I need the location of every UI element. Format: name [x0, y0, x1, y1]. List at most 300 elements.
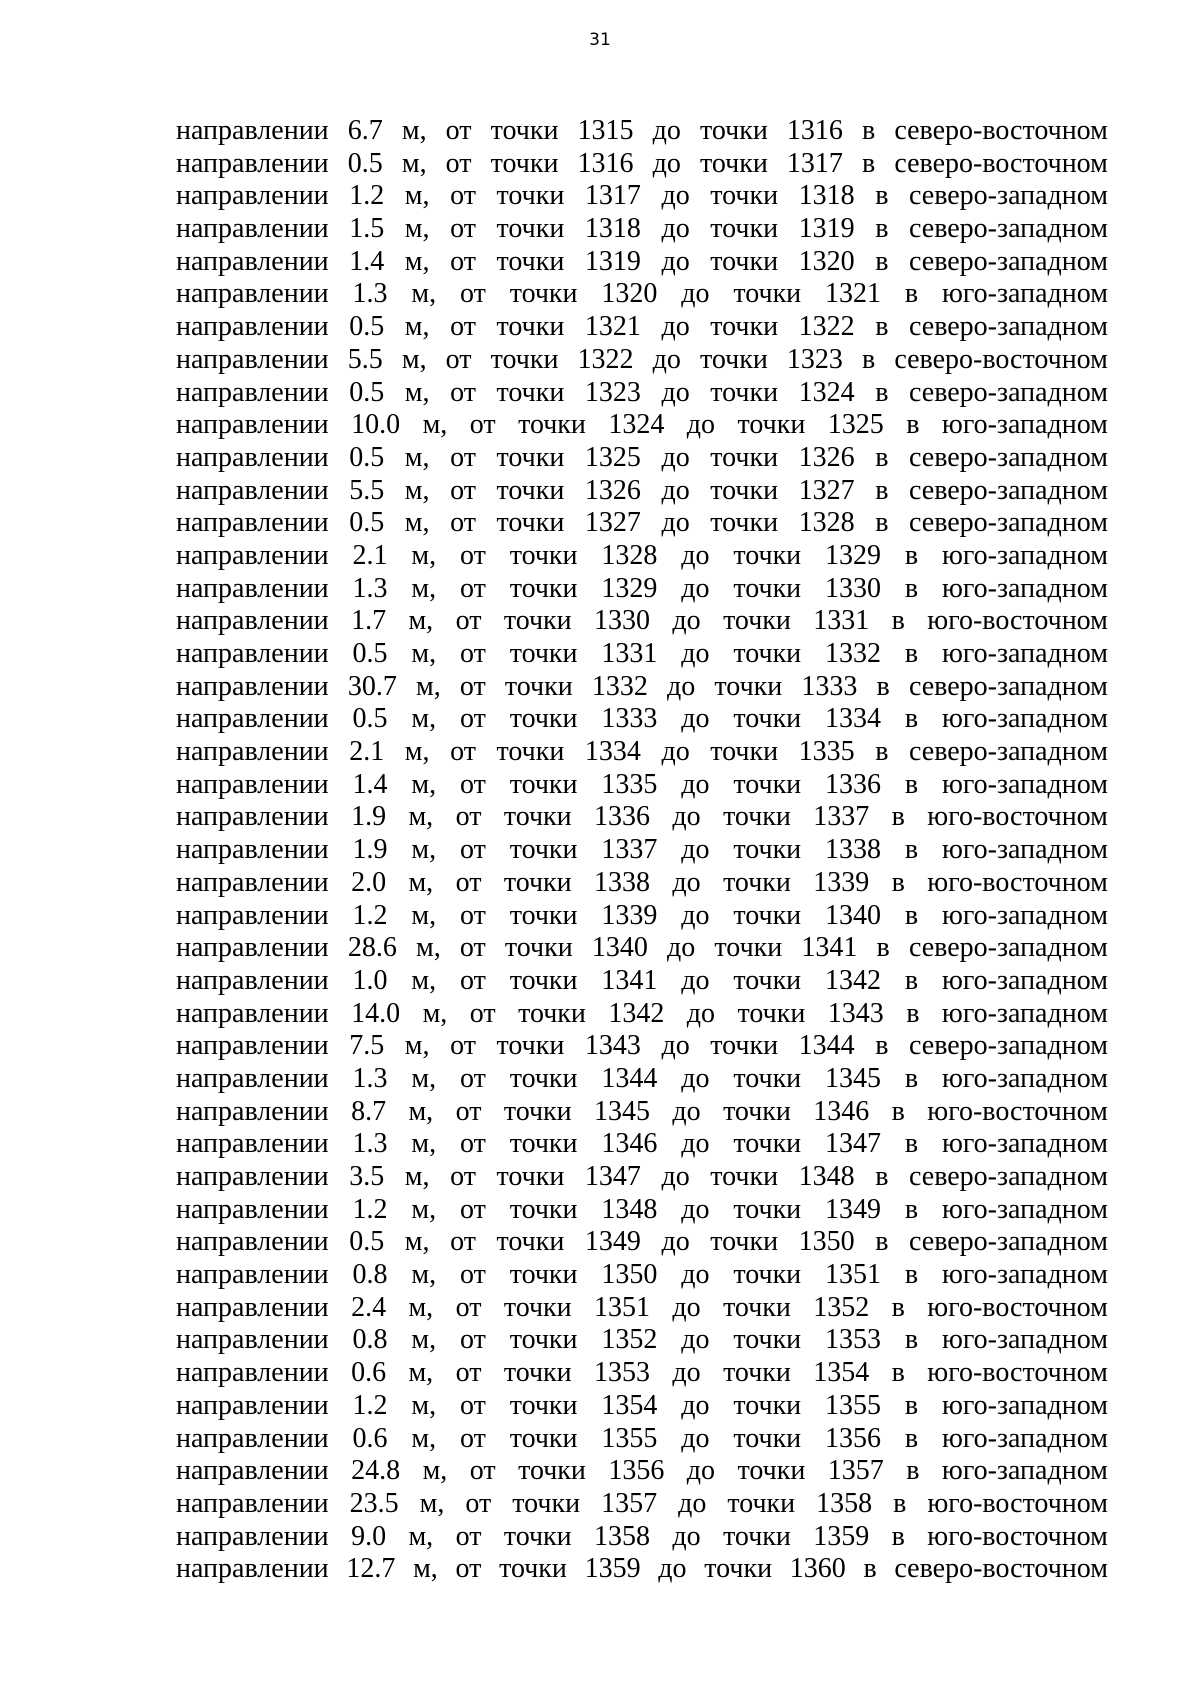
word: в [891, 1520, 905, 1552]
word: м, [422, 997, 448, 1029]
text-line [176, 540, 1108, 573]
word: точки [496, 376, 565, 408]
word: до [672, 1357, 701, 1389]
word: м, [404, 1161, 430, 1192]
word: 3.5 [349, 1161, 385, 1192]
word: 0.6 [351, 1357, 387, 1389]
word: точки [499, 1553, 567, 1585]
word: направлении [176, 1226, 329, 1258]
word: 1354 [601, 1389, 658, 1421]
word: в [893, 1487, 907, 1519]
word: точки [723, 605, 791, 637]
word: от [459, 572, 486, 604]
word: 1330 [594, 605, 651, 637]
word: от [459, 1062, 486, 1094]
word: м, [419, 1487, 445, 1519]
word: м, [401, 147, 427, 179]
text-line [176, 213, 1108, 246]
word: северо-восточном [894, 147, 1108, 179]
word: 1344 [601, 1062, 658, 1094]
word: 0.5 [349, 507, 385, 539]
word: направлении [176, 703, 329, 735]
word: 7.5 [349, 1030, 385, 1062]
word: 0.5 [352, 703, 388, 735]
word: 9.0 [351, 1520, 387, 1552]
text-line [176, 1030, 1108, 1063]
word: в [861, 343, 876, 375]
word: в [891, 801, 905, 833]
word: м, [404, 213, 430, 245]
word: точки [509, 834, 578, 866]
word: от [459, 1193, 486, 1225]
word: точки [710, 213, 779, 245]
word: от [455, 801, 482, 833]
word: м, [411, 539, 437, 571]
word: 1315 [577, 115, 634, 146]
word: 1327 [584, 507, 641, 539]
word: 1321 [825, 278, 882, 310]
word: м, [411, 1128, 437, 1160]
word: направлении [176, 409, 329, 441]
word: 5.5 [349, 474, 385, 506]
word: м, [422, 1455, 448, 1487]
word: точки [496, 507, 565, 539]
word: 1323 [786, 343, 843, 375]
word: точки [733, 539, 802, 571]
word: от [459, 1324, 486, 1356]
word: точки [496, 311, 565, 343]
text-line [176, 1259, 1108, 1292]
word: направлении [176, 180, 329, 212]
word: точки [490, 115, 559, 146]
word: в [904, 638, 919, 669]
text-line [176, 1292, 1108, 1325]
word: 1335 [601, 768, 658, 800]
word: точки [509, 278, 578, 310]
word: до [661, 245, 690, 277]
text-line [176, 573, 1108, 606]
word: до [686, 409, 716, 441]
word: точки [710, 474, 779, 506]
word: 1333 [801, 670, 858, 702]
word: точки [733, 572, 802, 604]
word: от [450, 507, 476, 539]
word: 1.2 [352, 1389, 388, 1421]
word: от [459, 278, 486, 310]
word: до [681, 1193, 710, 1225]
word: от [469, 409, 496, 441]
word: м, [404, 1030, 430, 1062]
word: 1328 [601, 539, 658, 571]
word: 1340 [591, 932, 648, 964]
word: точки [509, 1259, 578, 1291]
word: северо-западном [908, 932, 1108, 964]
text-line [176, 1390, 1108, 1423]
word: направлении [176, 474, 329, 506]
word: северо-восточном [894, 343, 1108, 375]
word: в [904, 1389, 919, 1421]
word: направлении [176, 1030, 329, 1062]
word: 1.7 [351, 605, 387, 637]
word: 1357 [827, 1455, 884, 1487]
word: 1332 [825, 638, 882, 669]
word: 1349 [825, 1193, 882, 1225]
text-line [176, 1521, 1108, 1554]
word: северо-восточном [894, 115, 1108, 146]
word: направлении [176, 441, 329, 473]
word: до [681, 964, 710, 996]
text-line [176, 409, 1108, 442]
word: направлении [176, 899, 329, 931]
text-line [176, 1324, 1108, 1357]
word: направлении [176, 376, 329, 408]
word: точки [518, 1455, 586, 1487]
word: до [661, 736, 690, 768]
word: юго-западном [941, 1389, 1108, 1421]
word: от [450, 1226, 476, 1258]
word: м, [415, 932, 441, 964]
word: в [875, 1030, 889, 1062]
word: до [681, 1324, 710, 1356]
word: 1355 [601, 1422, 658, 1454]
word: 1336 [594, 801, 651, 833]
word: м, [408, 1095, 434, 1127]
word: 1331 [813, 605, 870, 637]
word: в [904, 703, 919, 735]
word: 1346 [601, 1128, 658, 1160]
word: северо-западном [909, 1030, 1108, 1062]
text-line [176, 115, 1108, 148]
word: в [904, 1062, 919, 1094]
word: направлении [176, 507, 329, 539]
text-line [176, 1423, 1108, 1456]
word: 0.5 [349, 1226, 385, 1258]
word: от [459, 768, 486, 800]
word: точки [733, 1422, 802, 1454]
word: 1355 [825, 1389, 882, 1421]
word: точки [710, 376, 779, 408]
word: 1329 [601, 572, 658, 604]
word: точки [733, 1128, 802, 1160]
word: 1323 [584, 376, 641, 408]
word: от [459, 1259, 486, 1291]
word: юго-западном [941, 1422, 1108, 1454]
word: 1353 [594, 1357, 651, 1389]
word: до [681, 834, 710, 866]
word: м, [408, 1520, 434, 1552]
word: от [459, 638, 486, 669]
word: 1.9 [352, 834, 388, 866]
word: точки [723, 1291, 791, 1323]
word: м, [411, 1062, 437, 1094]
word: в [904, 1259, 919, 1291]
word: направлении [176, 1193, 329, 1225]
word: северо-западном [909, 311, 1108, 343]
word: в [904, 572, 919, 604]
word: от [459, 703, 486, 735]
word: 1359 [813, 1520, 870, 1552]
word: 1327 [798, 474, 855, 506]
word: до [652, 147, 681, 179]
word: направлении [176, 638, 329, 669]
word: до [672, 866, 701, 898]
word: 1343 [827, 997, 884, 1029]
word: 1348 [601, 1193, 658, 1225]
word: точки [733, 964, 802, 996]
word: точки [509, 964, 578, 996]
word: от [450, 474, 476, 506]
word: до [681, 703, 710, 735]
word: 1350 [798, 1226, 855, 1258]
word: 1335 [798, 736, 855, 768]
word: до [681, 278, 710, 310]
word: точки [496, 180, 565, 212]
word: 1345 [594, 1095, 651, 1127]
word: точки [704, 1553, 773, 1585]
word: 1.4 [352, 768, 388, 800]
word: м, [408, 801, 434, 833]
word: 1318 [798, 180, 855, 212]
word: в [891, 605, 905, 637]
word: от [450, 311, 476, 343]
word: 1.2 [349, 180, 385, 212]
word: направлении [176, 245, 329, 277]
word: юго-западном [941, 409, 1108, 441]
word: м, [404, 507, 430, 539]
word: северо-западном [909, 1226, 1108, 1258]
word: северо-западном [909, 507, 1108, 539]
word: направлении [176, 1357, 329, 1389]
word: до [661, 213, 690, 245]
word: точки [699, 343, 768, 375]
word: в [875, 441, 889, 473]
word: м, [411, 1324, 437, 1356]
word: точки [714, 932, 783, 964]
word: в [891, 1095, 905, 1127]
word: 1333 [601, 703, 658, 735]
word: 1334 [584, 736, 641, 768]
word: точки [737, 997, 806, 1029]
word: 1328 [798, 507, 855, 539]
word: точки [503, 1291, 572, 1323]
word: 1326 [798, 441, 855, 473]
word: юго-западном [941, 1324, 1108, 1356]
word: точки [710, 736, 779, 768]
word: 0.5 [349, 311, 385, 343]
word: в [891, 866, 905, 898]
text-line [176, 1096, 1108, 1129]
word: 1356 [825, 1422, 882, 1454]
word: точки [733, 638, 802, 669]
word: в [904, 899, 919, 931]
text-line [176, 998, 1108, 1031]
word: 0.5 [349, 441, 385, 473]
word: направлении [176, 1095, 329, 1127]
word: точки [710, 311, 779, 343]
word: до [661, 441, 690, 473]
text-line [176, 1553, 1108, 1586]
word: в [904, 1193, 919, 1225]
word: направлении [176, 801, 329, 833]
word: от [450, 1161, 476, 1192]
word: до [672, 801, 701, 833]
word: 1356 [608, 1455, 665, 1487]
word: 8.7 [351, 1095, 387, 1127]
text-line [176, 1161, 1108, 1194]
word: 1319 [798, 213, 855, 245]
word: до [681, 1389, 710, 1421]
word: юго-западном [941, 1455, 1108, 1487]
word: от [450, 245, 476, 277]
word: точки [710, 441, 779, 473]
word: юго-западном [941, 768, 1108, 800]
word: 1339 [813, 866, 870, 898]
word: точки [509, 1193, 578, 1225]
word: направлении [176, 213, 329, 245]
word: м, [408, 605, 434, 637]
word: направлении [176, 834, 329, 866]
word: м, [404, 180, 430, 212]
word: 12.7 [346, 1553, 396, 1585]
word: точки [714, 670, 783, 702]
word: до [661, 180, 690, 212]
word: направлении [176, 736, 329, 768]
word: 2.1 [349, 736, 385, 768]
word: в [906, 409, 920, 441]
word: точки [723, 1520, 791, 1552]
word: точки [509, 1324, 578, 1356]
word: до [661, 1030, 690, 1062]
word: в [875, 1161, 889, 1192]
word: 1317 [786, 147, 843, 179]
word: от [459, 899, 486, 931]
word: 2.1 [352, 539, 388, 571]
word: в [875, 180, 889, 212]
word: 0.8 [352, 1324, 388, 1356]
word: от [469, 1455, 496, 1487]
word: 1322 [577, 343, 634, 375]
word: точки [503, 605, 572, 637]
word: до [678, 1487, 707, 1519]
word: точки [699, 115, 768, 146]
word: точки [723, 1357, 791, 1389]
word: точки [727, 1487, 796, 1519]
word: до [672, 1520, 701, 1552]
text-line [176, 1226, 1108, 1259]
word: 1340 [825, 899, 882, 931]
word: направлении [176, 866, 329, 898]
word: направлении [176, 1520, 329, 1552]
word: 1322 [798, 311, 855, 343]
text-line [176, 507, 1108, 540]
word: северо-западном [909, 736, 1108, 768]
word: направлении [176, 311, 329, 343]
word: до [672, 605, 701, 637]
word: 2.0 [351, 866, 387, 898]
word: м, [411, 1259, 437, 1291]
word: в [875, 311, 889, 343]
word: до [652, 343, 681, 375]
word: 0.5 [347, 147, 383, 179]
word: от [455, 1095, 482, 1127]
word: м, [411, 834, 437, 866]
word: от [450, 441, 476, 473]
word: направлении [176, 278, 329, 310]
word: направлении [176, 1259, 329, 1291]
word: северо-западном [909, 441, 1108, 473]
word: северо-восточном [894, 1553, 1108, 1585]
word: м, [411, 899, 437, 931]
word: точки [710, 180, 779, 212]
word: от [459, 834, 486, 866]
word: до [686, 997, 716, 1029]
word: от [455, 1520, 482, 1552]
word: точки [710, 1161, 779, 1192]
word: 1324 [608, 409, 665, 441]
word: от [459, 670, 486, 702]
word: 1.3 [352, 1128, 388, 1160]
word: до [667, 670, 696, 702]
text-line [176, 1063, 1108, 1096]
word: точки [509, 899, 578, 931]
word: 1347 [584, 1161, 641, 1192]
word: в [904, 964, 919, 996]
word: точки [504, 670, 573, 702]
text-line [176, 736, 1108, 769]
word: до [681, 768, 710, 800]
word: 1346 [813, 1095, 870, 1127]
word: м, [408, 866, 434, 898]
word: 1329 [825, 539, 882, 571]
word: до [661, 507, 690, 539]
word: направлении [176, 539, 329, 571]
word: 1357 [601, 1487, 658, 1519]
word: северо-западном [909, 474, 1108, 506]
word: в [875, 213, 889, 245]
word: точки [733, 899, 802, 931]
word: точки [503, 1357, 572, 1389]
page-number: 31 [589, 30, 611, 50]
word: точки [723, 866, 791, 898]
word: в [906, 1455, 920, 1487]
word: м, [415, 670, 441, 702]
word: точки [699, 147, 768, 179]
word: направлении [176, 1324, 329, 1356]
text-line [176, 344, 1108, 377]
word: м, [411, 1389, 437, 1421]
word: 1.3 [352, 572, 388, 604]
word: от [445, 147, 472, 179]
word: направлении [176, 1161, 329, 1192]
word: в [904, 834, 919, 866]
word: точки [733, 1389, 802, 1421]
text-line [176, 1128, 1108, 1161]
word: 2.4 [351, 1291, 387, 1323]
word: 1318 [584, 213, 641, 245]
word: северо-западном [909, 245, 1108, 277]
word: 1316 [577, 147, 634, 179]
word: точки [733, 1062, 802, 1094]
word: точки [496, 1226, 565, 1258]
word: 1349 [584, 1226, 641, 1258]
word: 1319 [584, 245, 641, 277]
word: до [681, 572, 710, 604]
word: точки [490, 343, 559, 375]
word: м, [411, 1422, 437, 1454]
word: 1.4 [349, 245, 385, 277]
word: в [875, 376, 889, 408]
word: до [681, 638, 710, 669]
